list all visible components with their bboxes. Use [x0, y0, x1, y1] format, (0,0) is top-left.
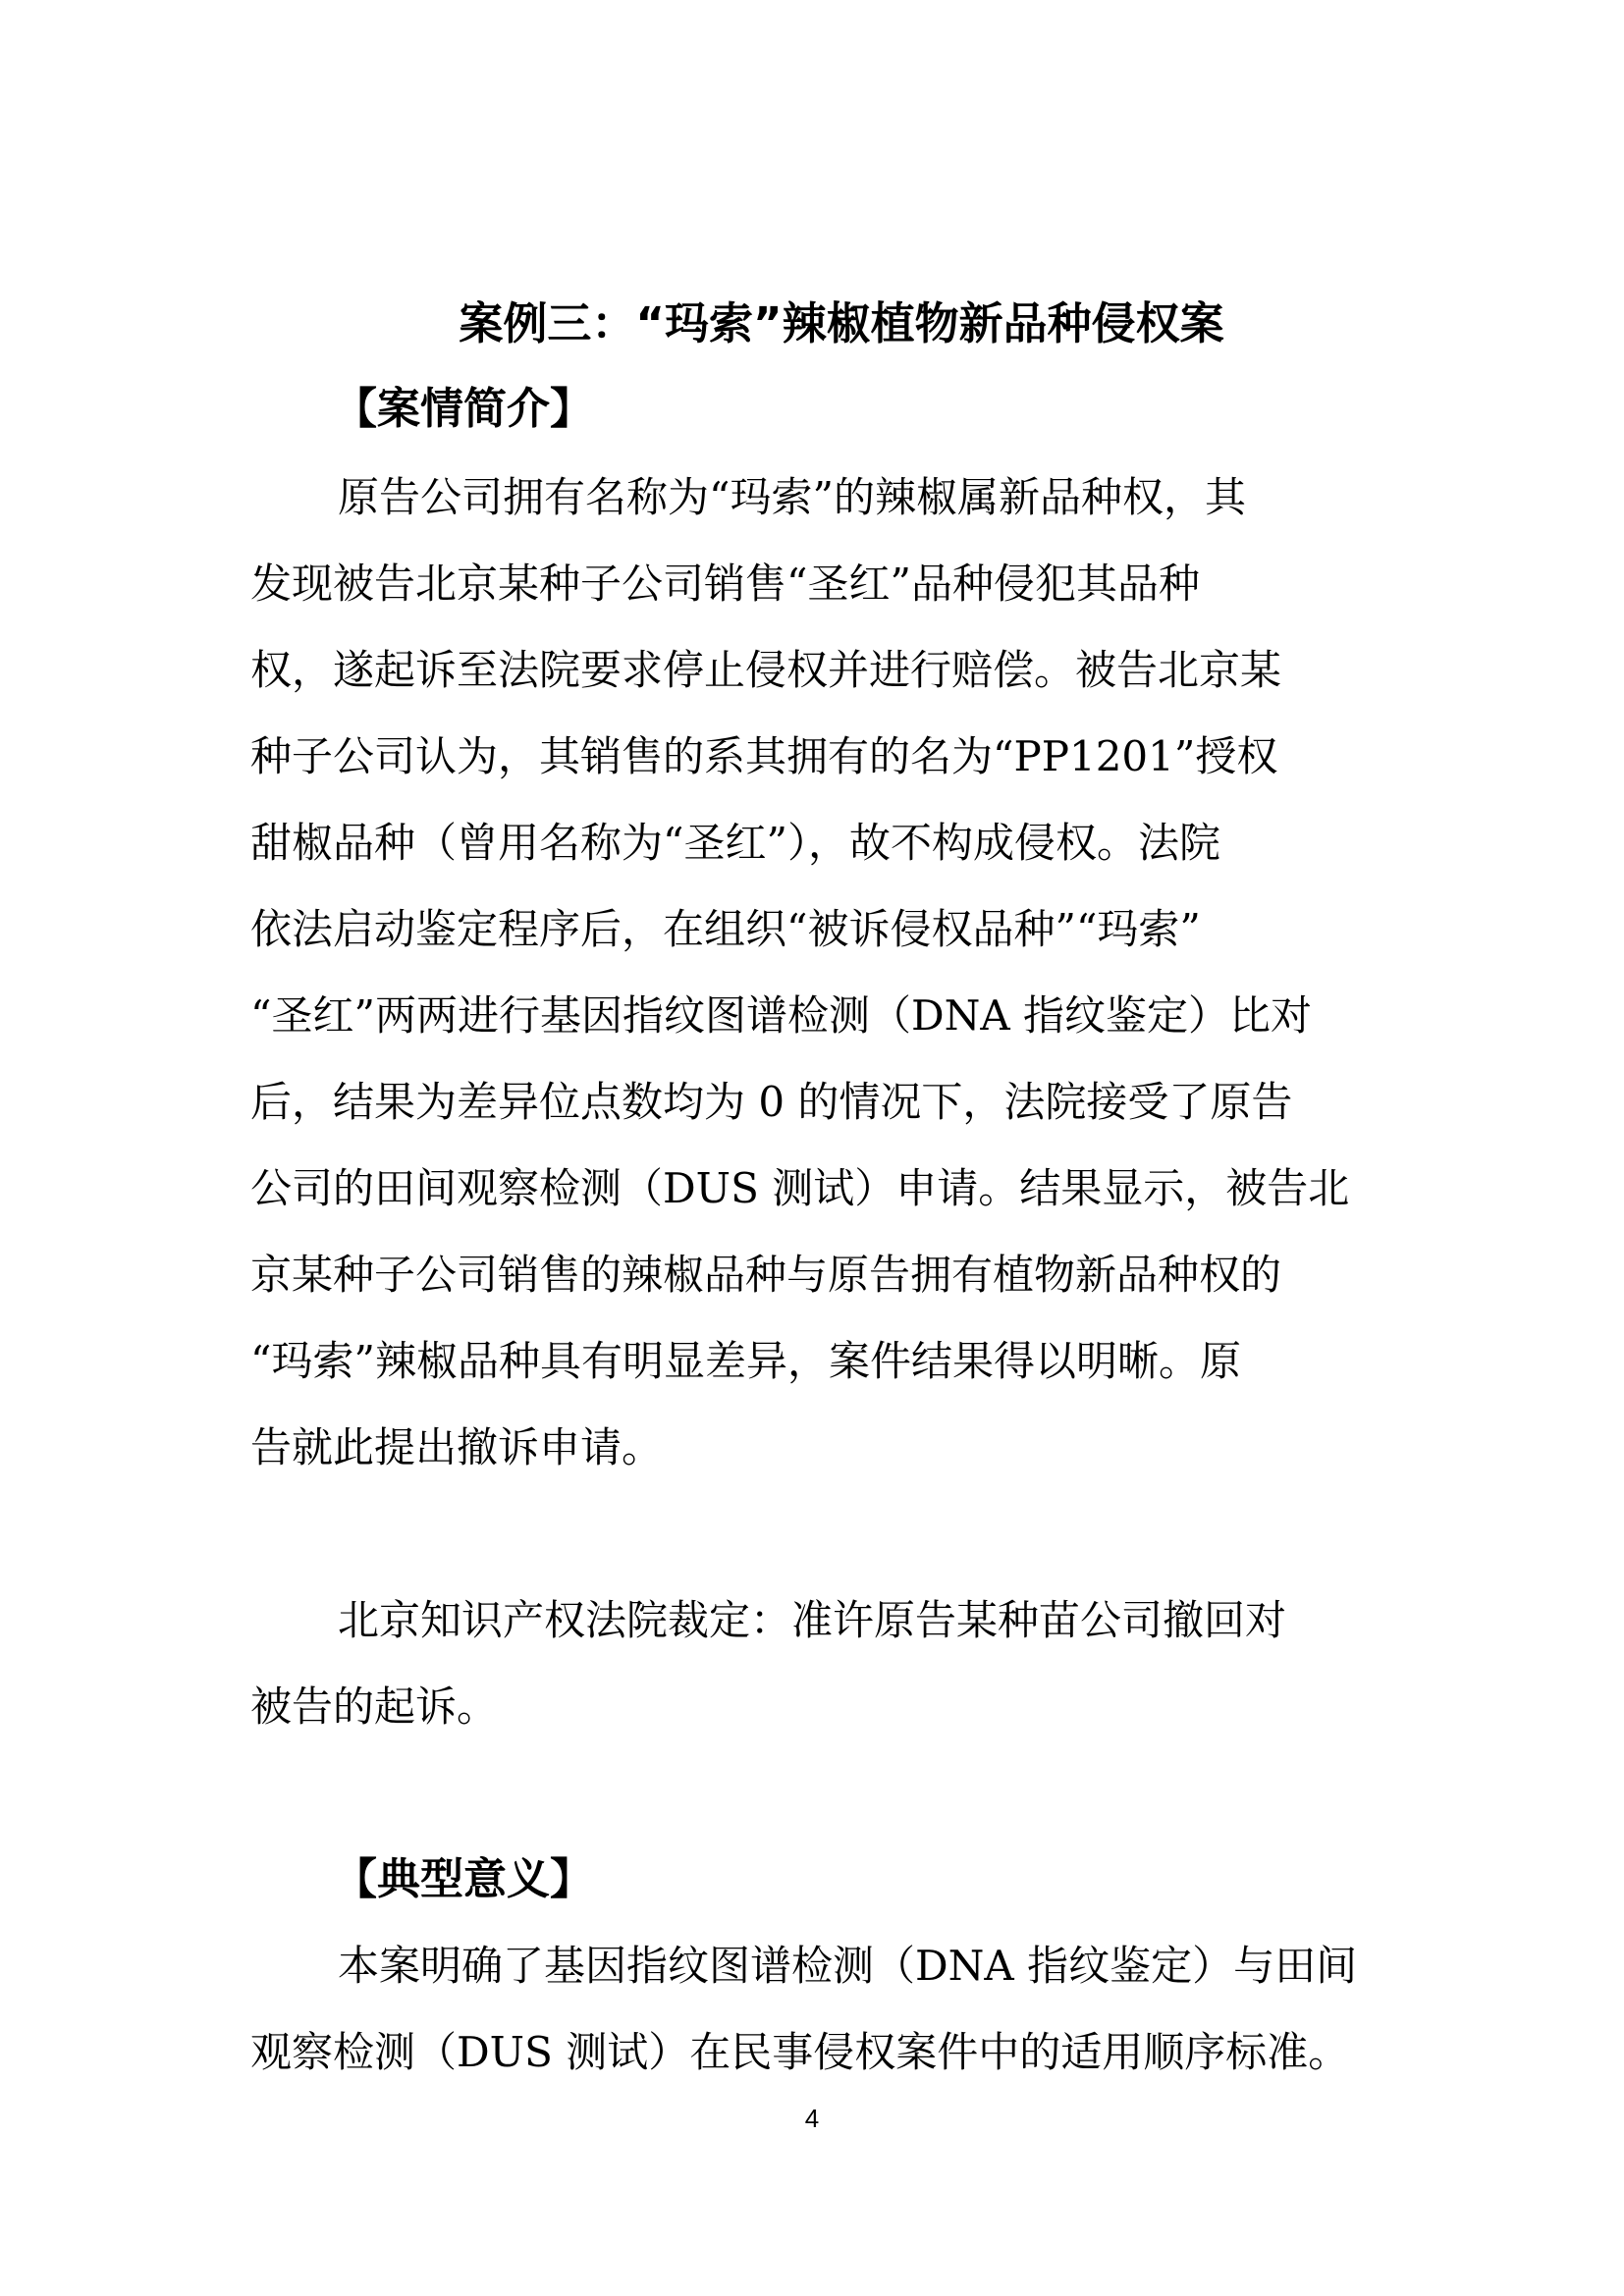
- text-line: 后，结果为差异位点数均为 0 的情况下，法院接受了原告: [250, 1078, 1293, 1126]
- text-line: 依法启动鉴定程序后，在组织“被诉侵权品种”“玛索”: [250, 905, 1201, 953]
- text-line: 公司的田间观察检测（DUS 测试）申请。结果显示，被告北: [250, 1164, 1350, 1212]
- text-line: 京某种子公司销售的辣椒品种与原告拥有植物新品种权的: [250, 1251, 1282, 1299]
- page-title: 案例三：“玛索”辣椒植物新品种侵权案: [459, 297, 1224, 349]
- text-line: 种子公司认为，其销售的系其拥有的名为“PP1201”授权: [250, 732, 1278, 780]
- text-line: 告就此提出撤诉申请。: [250, 1423, 664, 1471]
- page-number: 4: [804, 2104, 820, 2133]
- text-line: 发现被告北京某种子公司销售“圣红”品种侵犯其品种: [250, 560, 1200, 608]
- text-line: 被告的起诉。: [250, 1682, 499, 1731]
- section-heading-case-summary: 【案情简介】: [334, 384, 593, 434]
- text-line: 原告公司拥有名称为“玛索”的辣椒属新品种权，其: [338, 473, 1246, 521]
- text-line: 本案明确了基因指纹图谱检测（DNA 指纹鉴定）与田间: [338, 1942, 1358, 1990]
- text-line: “圣红”两两进行基因指纹图谱检测（DNA 指纹鉴定）比对: [250, 991, 1313, 1040]
- text-line: 权，遂起诉至法院要求停止侵权并进行赔偿。被告北京某: [250, 646, 1282, 694]
- text-line: 北京知识产权法院裁定：准许原告某种苗公司撤回对: [338, 1596, 1287, 1644]
- text-line: 观察检测（DUS 测试）在民事侵权案件中的适用顺序标准。: [250, 2028, 1350, 2076]
- section-heading-significance: 【典型意义】: [334, 1854, 593, 1904]
- text-line: “玛索”辣椒品种具有明显差异，案件结果得以明晰。原: [250, 1337, 1241, 1385]
- text-line: 甜椒品种（曾用名称为“圣红”），故不构成侵权。法院: [250, 819, 1220, 867]
